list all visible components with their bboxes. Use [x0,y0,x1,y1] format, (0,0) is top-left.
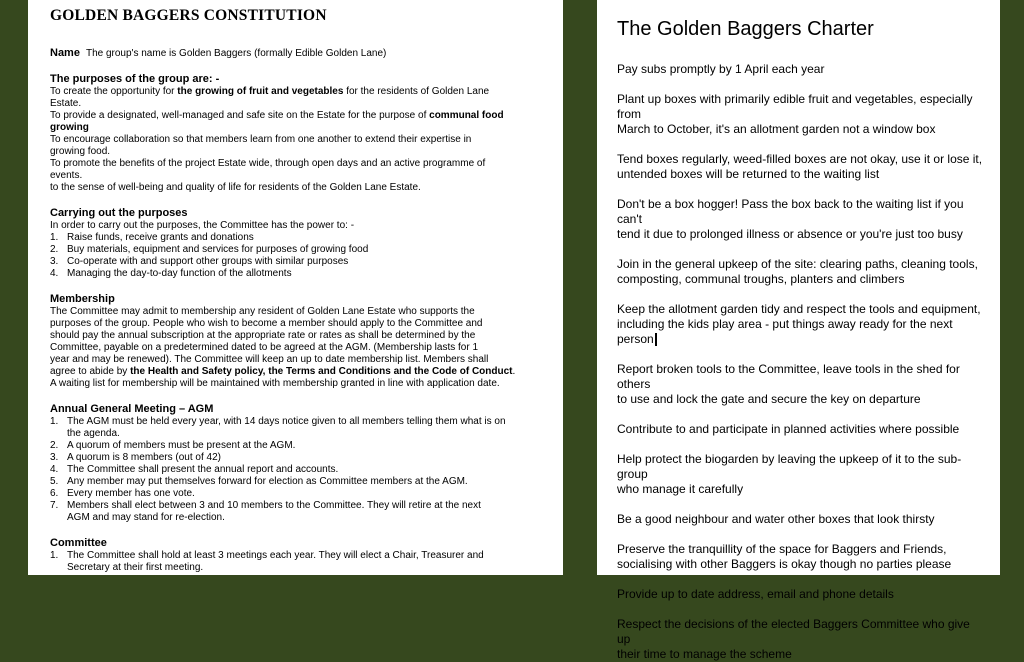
carrying-intro: In order to carry out the purposes, the Committee has the power to: - [50,220,355,231]
name-text: The group's name is Golden Baggers (formally Edible Golden Lane) [85,48,387,59]
charter-paragraph[interactable]: Preserve the tranquillity of the space for Baggers and Friends, socialising with other Baggers is okay though no parties please [617,542,952,571]
charter-paragraph[interactable]: Don't be a box hogger! Pass the box back to the waiting list if you can't tend it due to prolonged illness or absence or you're just too busy [617,197,964,241]
constitution-content [28,0,563,574]
purposes-section [50,73,543,194]
list-item [50,268,543,280]
list-item [50,500,543,524]
item-number: 4. [50,464,59,475]
purposes-heading: The purposes of the group are: - [50,73,220,85]
membership-section [50,293,543,390]
list-item [50,476,543,488]
list-item [50,232,543,244]
charter-paragraph[interactable]: Tend boxes regularly, weed-filled boxes are not okay, use it or lose it, untended boxes will be returned to the waiting list [617,152,983,181]
constitution-title: GOLDEN BAGGERS CONSTITUTION [50,7,327,24]
charter-paragraph[interactable]: Help protect the biogarden by leaving the upkeep of it to the sub-group who manage it carefully [617,452,962,496]
item-text: The AGM must be held every year, with 14 days notice given to all members telling them what is on the agenda. [67,416,506,439]
item-text: Co-operate with and support other groups with similar purposes [67,256,349,267]
item-number: 3. [50,256,59,267]
charter-paragraph[interactable] [617,302,986,347]
membership-body: The Committee may admit to membership any resident of Golden Lane Estate who supports the purposes of the group. People who wish to become a member should apply to the Committee and should pay the annual subscription at the appropriate rate or rates as shall be determined by the Committee, payable on a predetermined dated to be agreed at the AGM. (Membership lasts for 1 year and may be renewed). The Committee will keep an up to date membership list. Members shall agree to abide by the Health and Safety policy, the Terms and Conditions and the Code of Conduct. A waiting list for membership will be maintained with membership granted in line with application date. [50,306,516,389]
committee-section [50,537,543,574]
committee-heading: Committee [50,537,107,549]
list-item [50,440,543,452]
carrying-section [50,207,543,280]
list-item [50,550,543,574]
item-text: The Committee shall present the annual report and accounts. [67,464,339,475]
item-number: 6. [50,488,59,499]
purposes-body: To create the opportunity for the growing of fruit and vegetables for the residents of Golden Lane Estate. To provide a designated, well-managed and safe site on the Estate for the purpose of communal food growing To encourage collaboration so that members learn from one another to extend their expertise in growing food. To promote the benefits of the project Estate wide, through open days and an active programme of events. to the sense of well-being and quality of life for residents of the Golden Lane Estate. [50,86,504,193]
item-number: 2. [50,244,59,255]
charter-paragraph[interactable]: Provide up to date address, email and phone details [617,587,894,601]
list-item [50,464,543,476]
item-text: A quorum of members must be present at the AGM. [67,440,296,451]
charter-paragraph[interactable]: Respect the decisions of the elected Baggers Committee who give up their time to manage the scheme [617,617,970,661]
item-text: Raise funds, receive grants and donations [67,232,254,243]
name-label: Name [50,47,80,59]
charter-page[interactable] [597,0,1000,661]
item-text: Every member has one vote. [67,488,195,499]
charter-paragraph[interactable]: Join in the general upkeep of the site: clearing paths, cleaning tools, composting, communal troughs, planters and climbers [617,257,978,286]
membership-heading: Membership [50,293,115,305]
item-text: Members shall elect between 3 and 10 members to the Committee. They will retire at the next AGM and may stand for re-election. [67,500,481,523]
item-number: 3. [50,452,59,463]
charter-paragraph[interactable]: Contribute to and participate in planned activities where possible [617,422,960,436]
item-number: 1. [50,232,59,243]
charter-content[interactable] [597,0,1000,662]
charter-paragraph[interactable]: Pay subs promptly by 1 April each year [617,62,825,76]
list-item [50,244,543,256]
text-cursor [655,333,657,346]
list-item [50,488,543,500]
item-text: Any member may put themselves forward for election as Committee members at the AGM. [67,476,468,487]
item-number: 5. [50,476,59,487]
item-text: The Committee shall hold at least 3 meetings each year. They will elect a Chair, Treasurer and Secretary at their first meeting. [67,550,484,573]
charter-paragraph-text: Keep the allotment garden tidy and respect the tools and equipment, including the kids play area - put things away ready for the next person [617,302,981,346]
list-item [50,256,543,268]
item-text: Managing the day-to-day function of the allotments [67,268,292,279]
carrying-heading: Carrying out the purposes [50,207,188,219]
list-item [50,452,543,464]
charter-paragraph[interactable]: Plant up boxes with primarily edible fruit and vegetables, especially from March to October, it's an allotment garden not a window box [617,92,973,136]
constitution-page [28,0,563,575]
agm-heading: Annual General Meeting – AGM [50,403,214,415]
item-number: 1. [50,416,59,427]
charter-paragraph[interactable]: Report broken tools to the Committee, leave tools in the shed for others to use and lock the gate and secure the key on departure [617,362,960,406]
list-item [50,416,543,440]
item-number: 1. [50,550,59,561]
agm-section [50,403,543,524]
charter-title: The Golden Baggers Charter [617,18,874,40]
item-text: A quorum is 8 members (out of 42) [67,452,221,463]
item-number: 4. [50,268,59,279]
item-number: 2. [50,440,59,451]
charter-paragraph[interactable]: Be a good neighbour and water other boxes that look thirsty [617,512,935,526]
item-text: Buy materials, equipment and services for purposes of growing food [67,244,369,255]
name-section [50,47,543,60]
item-number: 7. [50,500,59,511]
